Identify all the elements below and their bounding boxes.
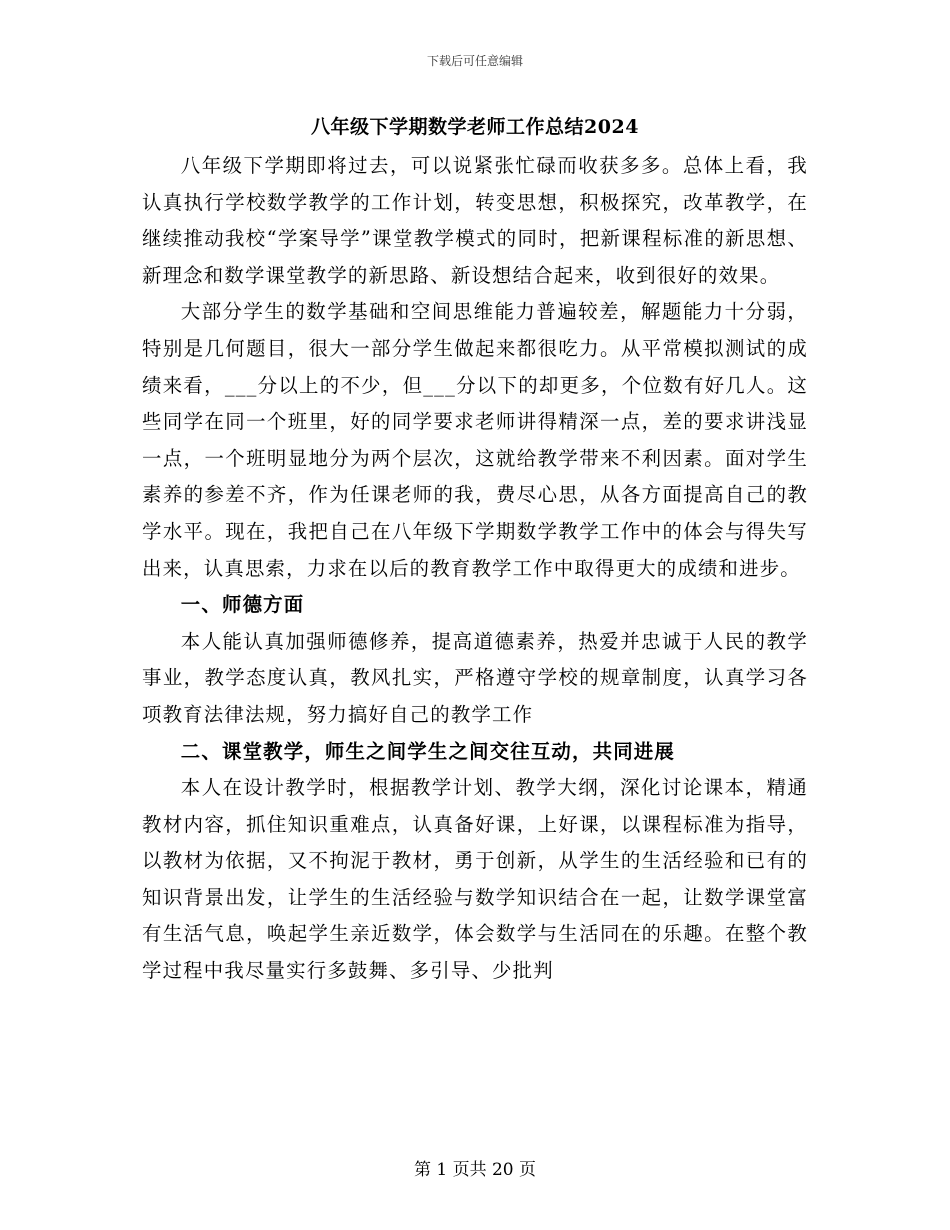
document-body: [142, 110, 808, 990]
student-situation-paragraph: 大部分学生的数学基础和空间思维能力普遍较差，解题能力十分弱，特别是几何题目，很大一部分学生做起来都很吃力。从平常模拟测试的成绩来看，___分以上的不少，但___分以下的却更多，个位数有好几人。这些同学在同一个班里，好的同学要求老师讲得精深一点，差的要求讲浅显一点，一个班明显地分为两个层次，这就给教学带来不利因素。面对学生素养的参差不齐，作为任课老师的我，费尽心思，从各方面提高自己的教学水平。现在，我把自己在八年级下学期数学教学工作中的体会与得失写出来，认真思索，力求在以后的教育教学工作中取得更大的成绩和进步。: [142, 300, 808, 580]
section-heading-classroom: 二、课堂教学，师生之间学生之间交往互动，共同进展: [180, 739, 675, 763]
section-text-ethics: 本人能认真加强师德修养，提高道德素养，热爱并忠诚于人民的教学事业，教学态度认真，教风扎实，严格遵守学校的规章制度，认真学习各项教育法律法规，努力搞好自己的教学工作: [142, 629, 808, 726]
intro-paragraph: 八年级下学期即将过去，可以说紧张忙碌而收获多多。总体上看，我认真执行学校数学教学的工作计划，转变思想，积极探究，改革教学，在继续推动我校“学案导学”课堂教学模式的同时，把新课程标准的新思想、新理念和数学课堂教学的新思路、新设想结合起来，收到很好的效果。: [142, 154, 808, 287]
section-text-classroom: 本人在设计教学时，根据教学计划、教学大纲，深化讨论课本，精通教材内容，抓住知识重难点，认真备好课，上好课，以课程标准为指导，以教材为依据，又不拘泥于教材，勇于创新，从学生的生活经验和已有的知识背景出发，让学生的生活经验与数学知识结合在一起，让数学课堂富有生活气息，唤起学生亲近数学，体会数学与生活同在的乐趣。在整个教学过程中我尽量实行多鼓舞、多引导、少批判: [142, 776, 808, 983]
section-heading-ethics: 一、师德方面: [180, 593, 305, 617]
header-note: 下载后可任意编辑: [426, 54, 523, 68]
document-title: 八年级下学期数学老师工作总结2024: [311, 116, 639, 138]
page-footer: 第 1 页共 20 页: [413, 1160, 537, 1180]
